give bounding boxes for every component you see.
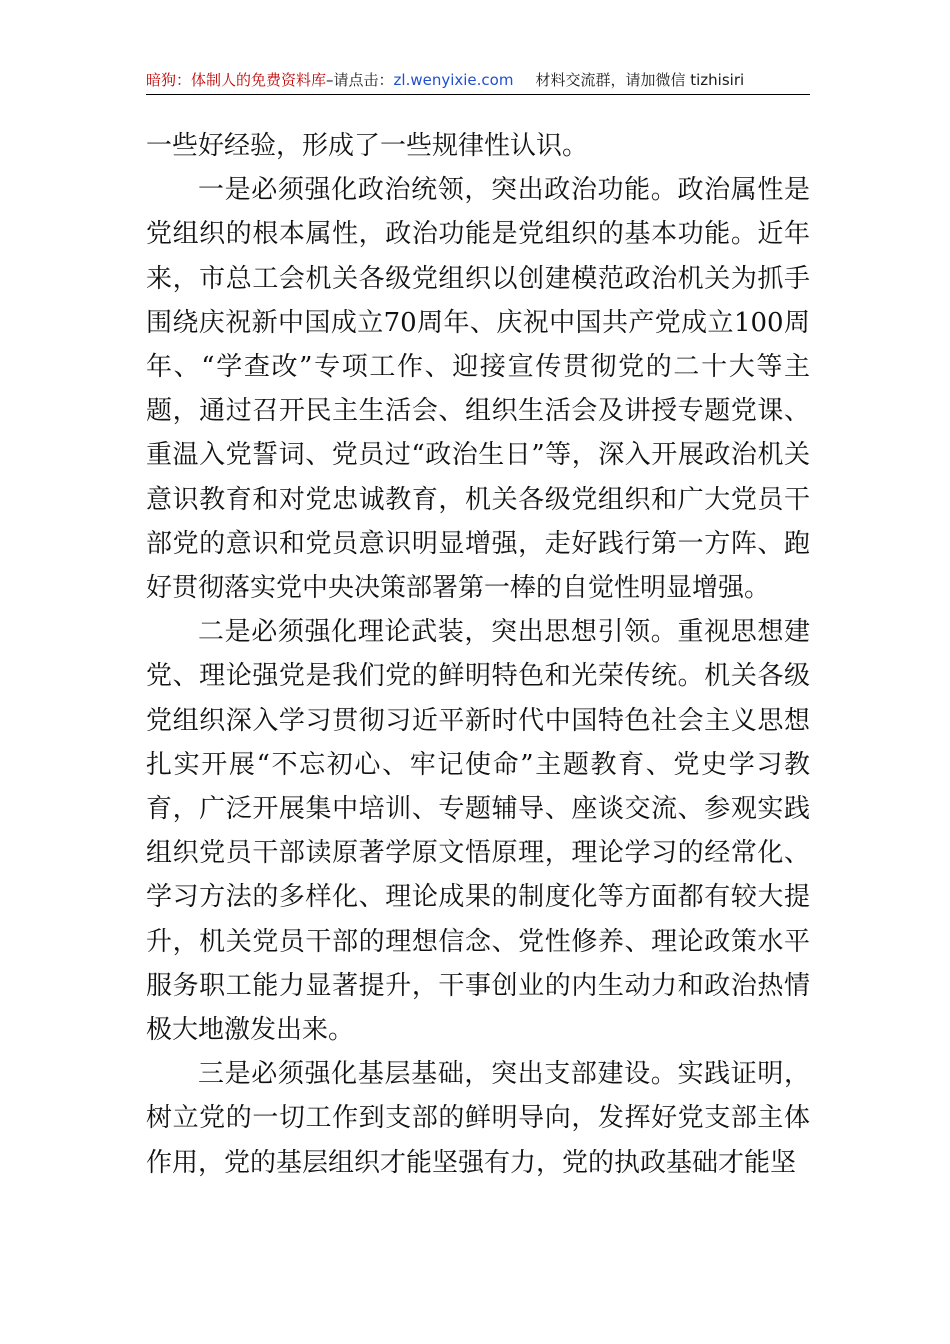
paragraph-grassroots-foundation: 三是必须强化基层基础，突出支部建设。实践证明，树立党的一切工作到支部的鲜明导向，发挥好党支部主体作用，党的基层组织才能坚强有力，党的执政基础才能坚 (146, 1059, 810, 1178)
header-group-note: 材料交流群，请加微信 tizhisiri (535, 71, 745, 89)
paragraph-continuation: 一些好经验，形成了一些规律性认识。 (146, 131, 589, 161)
header-brand: 暗狗：体制人的免费资料库 (146, 71, 327, 89)
header-url-link[interactable]: zl.wenyixie.com (393, 71, 514, 89)
page-header (146, 68, 810, 95)
paragraph-political-leadership: 一是必须强化政治统领，突出政治功能。政治属性是党组织的根本属性，政治功能是党组织的基本功能。近年来，市总工会机关各级党组织以创建模范政治机关为抓手围绕庆祝新中国成立70周年、庆祝中国共产党成立100周年、“学查改”专项工作、迎接宣传贯彻党的二十大等主题，通过召开民主生活会、组织生活会及讲授专题党课、重温入党誓词、党员过“政治生日”等，深入开展政治机关意识教育和对党忠诚教育，机关各级党组织和广大党员干部党的意识和党员意识明显增强，走好践行第一方阵、跑好贯彻落实党中央决策部署第一棒的自觉性明显增强。 (146, 175, 810, 604)
header-click-prompt: –请点击： (326, 71, 394, 89)
document-body (146, 124, 810, 1185)
paragraph-theory-armament: 二是必须强化理论武装，突出思想引领。重视思想建党、理论强党是我们党的鲜明特色和光荣传统。机关各级党组织深入学习贯彻习近平新时代中国特色社会主义思想扎实开展“不忘初心、牢记使命”主题教育、党史学习教育，广泛开展集中培训、专题辅导、座谈交流、参观实践组织党员干部读原著学原文悟原理，理论学习的经常化、学习方法的多样化、理论成果的制度化等方面都有较大提升，机关党员干部的理想信念、党性修养、理论政策水平服务职工能力显著提升，干事创业的内生动力和政治热情极大地激发出来。 (146, 617, 810, 1046)
